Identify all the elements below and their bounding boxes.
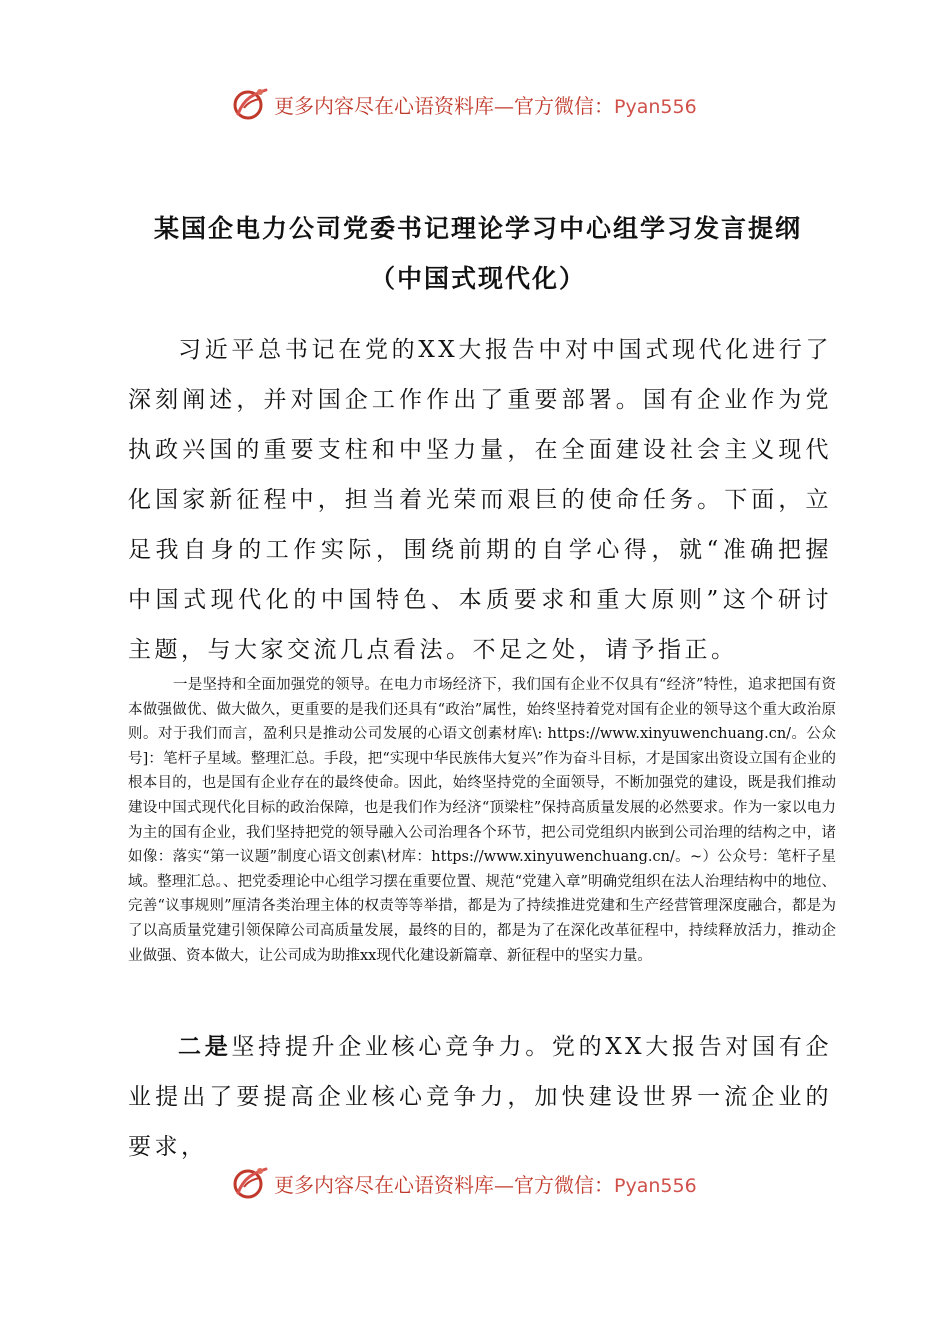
point-two-lead: 二是	[178, 1034, 232, 1060]
banner-text	[274, 90, 697, 119]
point-two-paragraph	[128, 1022, 832, 1172]
point-one-paragraph: 一是坚持和全面加强党的领导。在电力市场经济下，我们国有企业不仅具有“经济”特性，追求把国有资本做强做优、做大做久，更重要的是我们还具有“政治”属性，始终坚持着党对国有企业的领导这个重大政治原则。对于我们而言，盈利只是推动公司发展的心语文创素材库\: https://www.xinyuwenchuang.cn/。公众号]：笔杆子星域。整理汇总。手段，把“实现中华民族伟大复兴”作为奋斗目标，才是国家出资设立国有企业的根本目的，也是国有企业存在的最终使命。因此，始终坚持党的全面领导，不断加强党的建设，既是我们推动建设中国式现代化目标的政治保障，也是我们作为经济“顶梁柱”保持高质量发展的必然要求。作为一家以电力为主的国有企业，我们坚持把党的领导融入公司治理各个环节，把公司党组织内嵌到公司治理的结构之中，诸如像：落实“第一议题”制度心语文创素\材库：https://www.xinyuwenchuang.cn/。~）公众号：笔杆子星域。整理汇总。、把党委理论中心组学习摆在重要位置、规范“党建入章”明确党组织在法人治理结构中的地位、完善“议事规则”厘清各类治理主体的权责等等举措，都是为了持续推进党建和生产经营管理深度融合，都是为了以高质量党建引领保障公司高质量发展，最终的目的，都是为了在深化改革征程中，持续释放活力，推动企业做强、资本做大，让公司成为助推xx现代化建设新篇章、新征程中的坚实力量。	[128, 677, 836, 964]
point-two-body: 坚持提升企业核心竞争力。党的XX大报告对国有企业提出了要提高企业核心竞争力，加快建设世界一流企业的要求，	[128, 1034, 833, 1160]
xinyu-logo-icon	[230, 1163, 270, 1203]
xinyu-logo-icon	[230, 84, 270, 124]
wechat-id: Pyan556	[614, 95, 697, 118]
intro-paragraph: 习近平总书记在党的XX大报告中对中国式现代化进行了深刻阐述，并对国企工作作出了重要部署。国有企业作为党执政兴国的重要支柱和中坚力量，在全面建设社会主义现代化国家新征程中，担当着光荣而艰巨的使命任务。下面，立足我自身的工作实际，围绕前期的自学心得，就“准确把握中国式现代化的中国特色、本质要求和重大原则”这个研讨主题，与大家交流几点看法。不足之处，请予指正。	[128, 337, 832, 663]
header-banner	[230, 84, 750, 124]
banner-label: 更多内容尽在心语资料库—官方微信：	[274, 93, 614, 118]
banner-text	[274, 1169, 697, 1198]
document-title: 某国企电力公司党委书记理论学习中心组学习发言提纲（中国式现代化）	[153, 214, 802, 293]
footer-banner	[230, 1163, 750, 1203]
wechat-id: Pyan556	[614, 1174, 697, 1197]
banner-label: 更多内容尽在心语资料库—官方微信：	[274, 1172, 614, 1197]
